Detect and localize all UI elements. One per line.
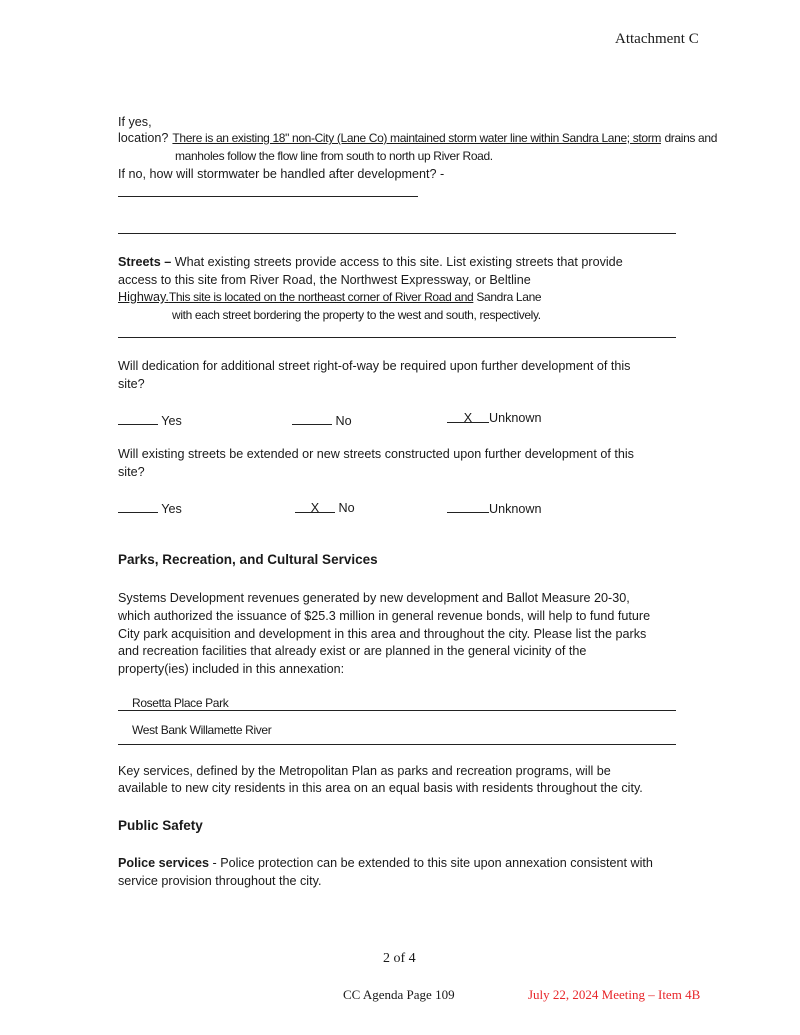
parks-paragraph-line: property(ies) included in this annexation: (118, 662, 345, 676)
police-line-1 (118, 854, 653, 872)
streets-question-1 (118, 253, 623, 271)
dedication-question-1: Will dedication for additional street right-of-way be required upon further development of this (118, 359, 631, 373)
answer-line (118, 710, 676, 711)
streets-answer: This site is located on the northeast corner of River Road and (168, 290, 474, 304)
option-label: Unknown (489, 411, 542, 425)
location-line (118, 129, 717, 147)
parks-heading: Parks, Recreation, and Cultural Services (118, 552, 378, 567)
option-label: Yes (161, 414, 182, 428)
meeting-label: July 22, 2024 Meeting – Item 4B (528, 987, 701, 1002)
streets-answer-line (118, 288, 541, 306)
location-answer-cont: manholes follow the flow line from south to north up River Road. (175, 149, 493, 163)
streets-answer-tail: Sandra Lane (473, 290, 542, 304)
checkbox-blank[interactable]: X (447, 409, 489, 423)
parks-paragraph-line: City park acquisition and development in this area and throughout the city. Please list the parks (118, 627, 647, 641)
public-safety-heading: Public Safety (118, 818, 203, 833)
extension-option-yes[interactable] (118, 499, 182, 518)
divider (118, 233, 676, 234)
park-facility: Rosetta Place Park (132, 696, 229, 710)
checkbox-blank[interactable] (292, 411, 332, 425)
checkbox-blank[interactable]: X (295, 499, 335, 513)
parks-paragraph-line: Systems Development revenues generated by new development and Ballot Measure 20-30, (118, 591, 630, 605)
attachment-label: Attachment C (615, 31, 699, 47)
dedication-question-2: site? (118, 377, 145, 391)
key-services-line: available to new city residents in this area on an equal basis with residents throughout the city. (118, 781, 643, 795)
police-line-2: service provision throughout the city. (118, 874, 322, 888)
answer-line (118, 196, 418, 197)
location-answer-tail: drains and (664, 131, 718, 145)
streets-label: Streets – (118, 255, 172, 269)
option-label: No (335, 414, 352, 428)
parks-paragraph-line: which authorized the issuance of $25.3 million in general revenue bonds, will help to fund future (118, 609, 651, 623)
location-label: location? (118, 131, 169, 145)
police-label: Police services (118, 856, 210, 870)
parks-paragraph-line: and recreation facilities that already exist or are planned in the general vicinity of the (118, 644, 587, 658)
dedication-option-unknown[interactable] (447, 409, 542, 427)
dedication-option-yes[interactable] (118, 411, 182, 430)
extension-option-unknown[interactable] (447, 499, 542, 518)
streets-question-3: Highway. (118, 290, 169, 304)
answer-line (118, 744, 676, 745)
if-yes-label: If yes, (118, 115, 152, 129)
streets-question-text: What existing streets provide access to this site. List existing streets that provide (171, 255, 623, 269)
extension-question-1: Will existing streets be extended or new streets constructed upon further development of this (118, 447, 634, 461)
location-answer: There is an existing 18" non-City (Lane Co) maintained storm water line within Sandra Lane; storm (172, 131, 661, 145)
dedication-option-no[interactable] (292, 411, 352, 430)
page-number: 2 of 4 (383, 951, 416, 966)
park-facility: West Bank Willamette River (132, 723, 272, 737)
streets-answer-cont: with each street bordering the property to the west and south, respectively. (172, 308, 541, 322)
checkbox-blank[interactable] (447, 499, 489, 513)
option-label: No (338, 501, 355, 515)
if-no-question: If no, how will stormwater be handled after development? - (118, 167, 445, 181)
police-text: - Police protection can be extended to this site upon annexation consistent with (209, 856, 653, 870)
checkbox-blank[interactable] (118, 411, 158, 425)
extension-option-no[interactable] (295, 499, 355, 517)
divider (118, 337, 676, 338)
option-label: Yes (161, 502, 182, 516)
extension-question-2: site? (118, 465, 145, 479)
option-label: Unknown (489, 502, 542, 516)
checkbox-blank[interactable] (118, 499, 158, 513)
key-services-line: Key services, defined by the Metropolitan Plan as parks and recreation programs, will be (118, 764, 611, 778)
agenda-page: CC Agenda Page 109 (343, 987, 455, 1002)
streets-question-2: access to this site from River Road, the Northwest Expressway, or Beltline (118, 273, 531, 287)
